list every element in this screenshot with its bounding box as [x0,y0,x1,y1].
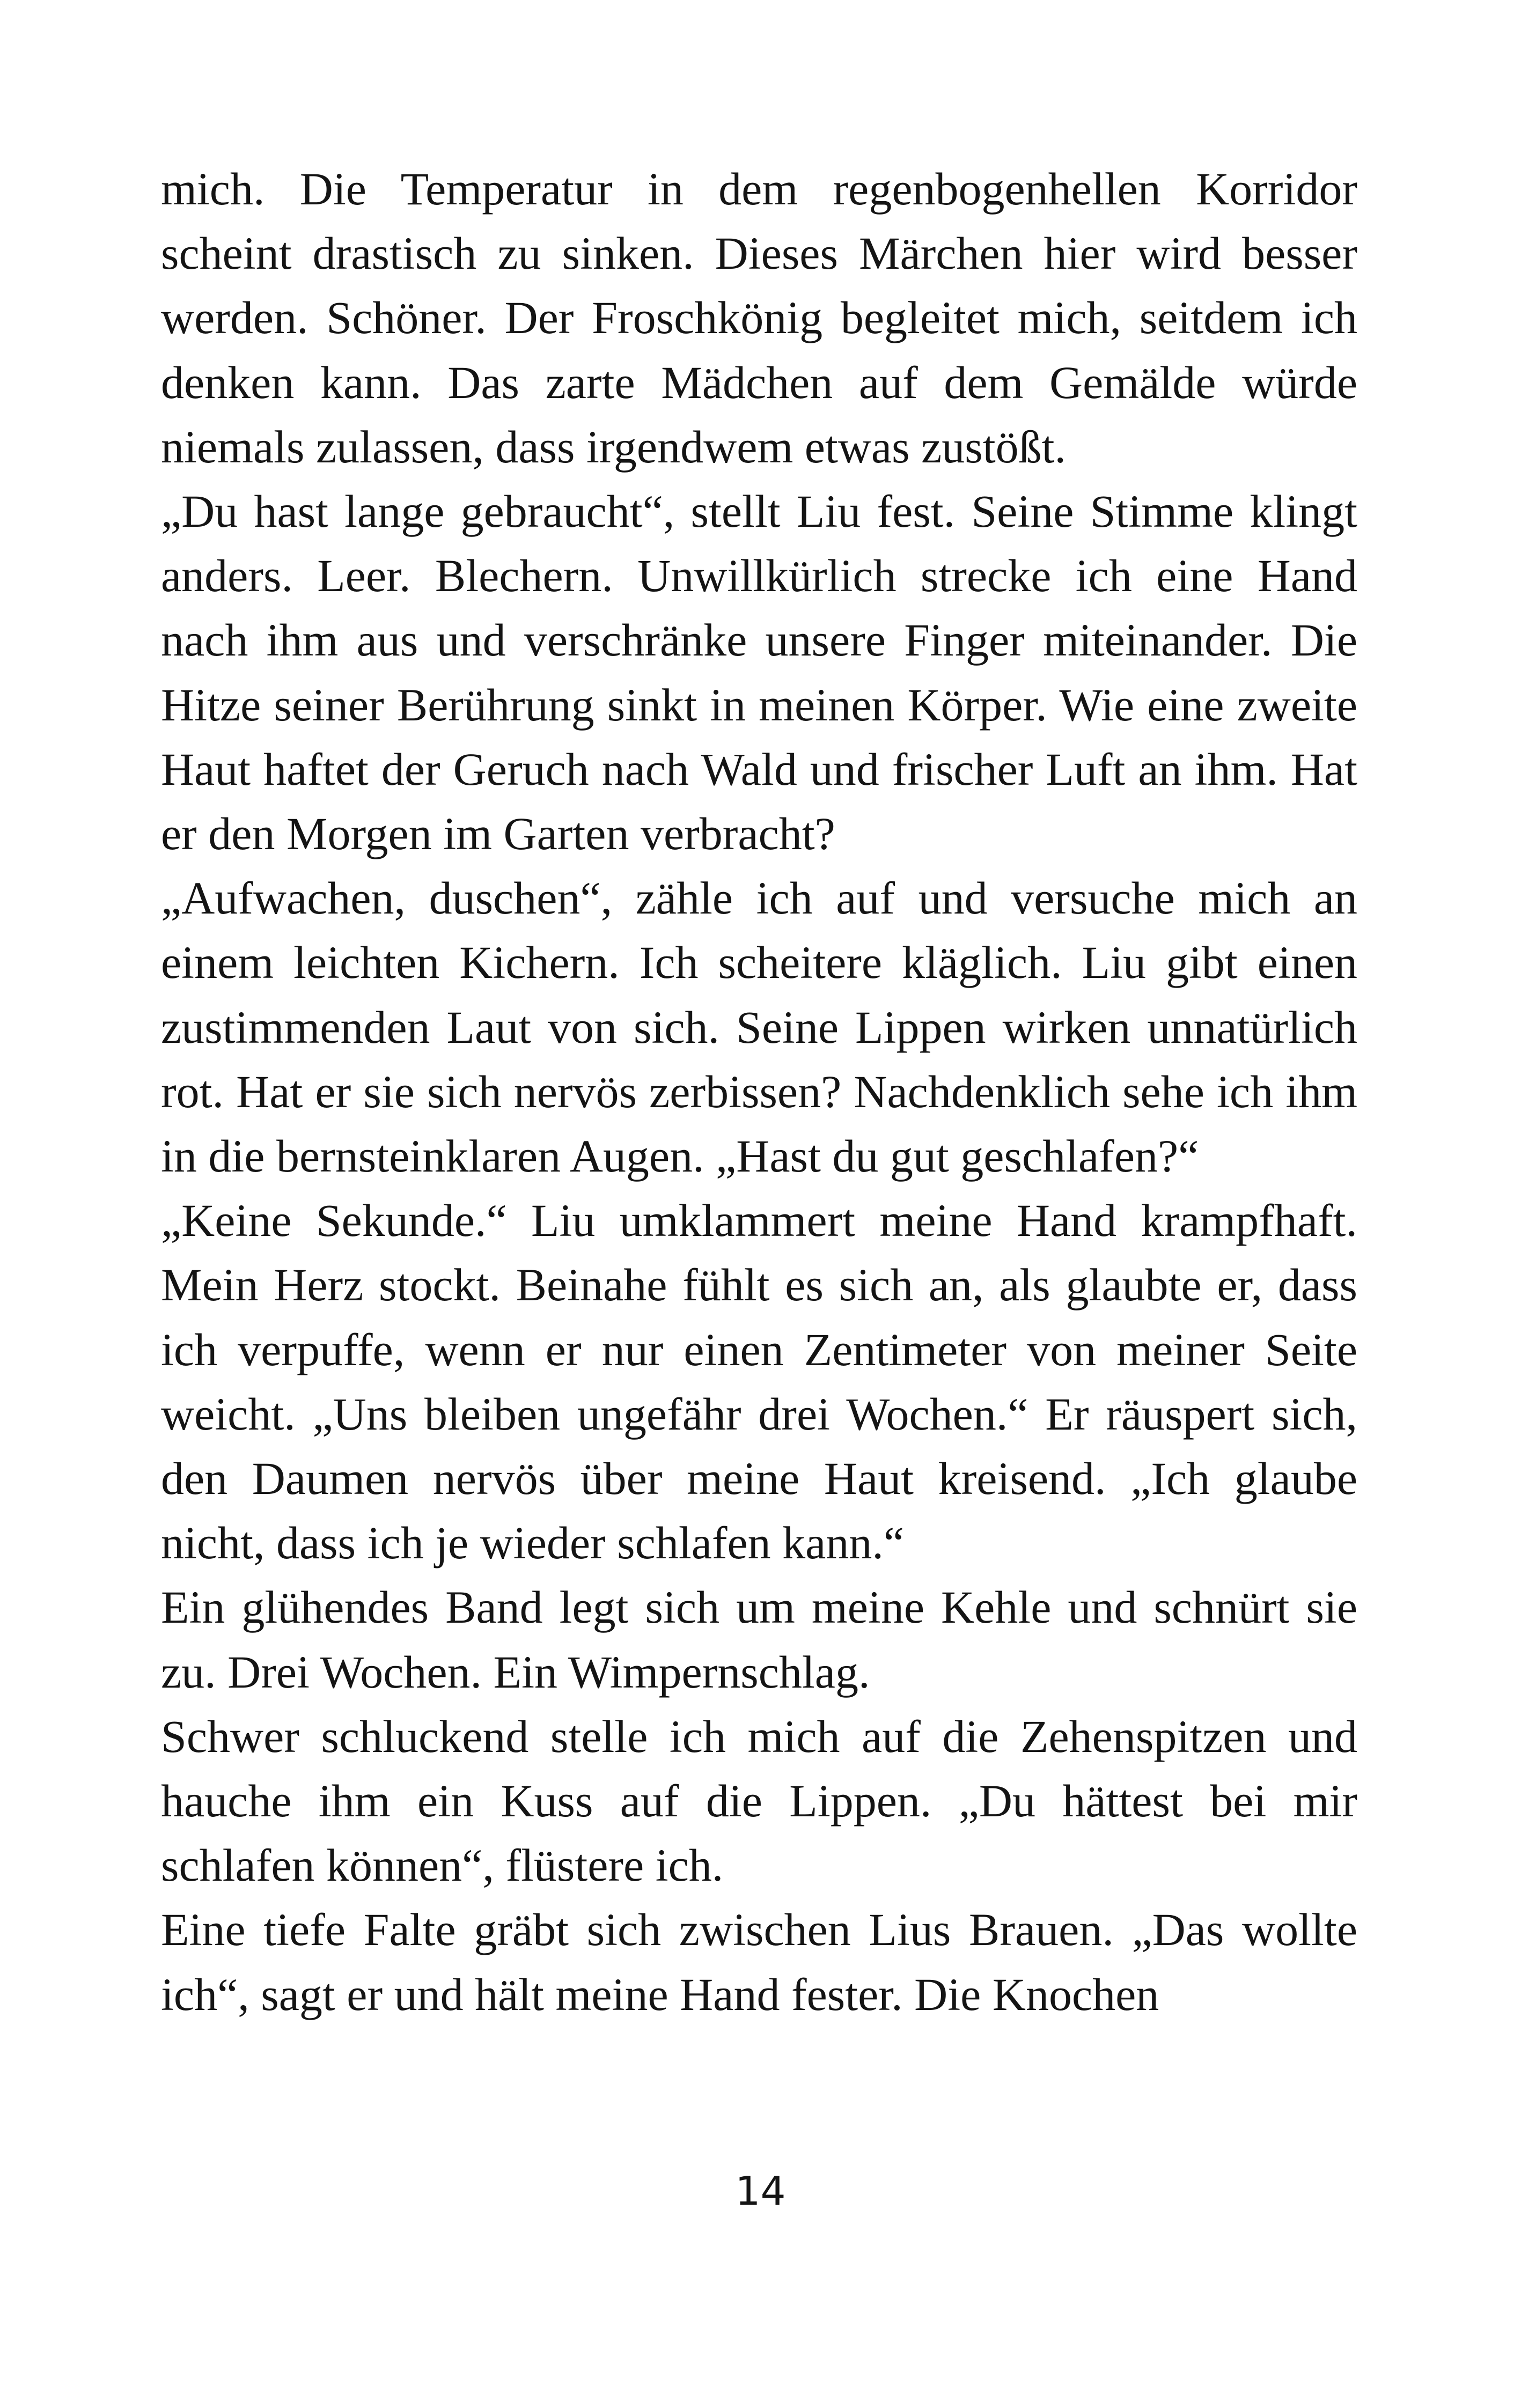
paragraph: mich. Die Temperatur in dem regenbogenhellen Korridor scheint drastisch zu sinken. Dieses Märchen hier wird besser werden. Schöner. Der Froschkönig begleitet mich, seitdem ich denken kann. Das zarte Mädchen auf dem Gemälde würde niemals zulassen, dass irgendwem etwas zustößt. [161,163,1357,473]
paragraph: Ein glühendes Band legt sich um meine Kehle und schnürt sie zu. Drei Wochen. Ein Wimpernschlag. [161,1581,1357,1698]
page-number: 14 [735,2168,786,2214]
paragraph: Eine tiefe Falte gräbt sich zwischen Lius Brauen. „Das wollte ich“, sagt er und hält meine Hand fester. Die Knochen [161,1904,1357,2020]
paragraph: „Aufwachen, duschen“, zähle ich auf und versuche mich an einem leichten Kichern. Ich scheitere kläglich. Liu gibt einen zustimmenden Laut von sich. Seine Lippen wirken unnatürlich rot. Hat er sie sich nervös zerbissen? Nachdenklich sehe ich ihm in die bernsteinklaren Augen. „Hast du gut geschlafen?“ [161,872,1357,1182]
paragraph: Schwer schluckend stelle ich mich auf die Zehenspitzen und hauche ihm ein Kuss auf die Lippen. „Du hättest bei mir schlafen können“, flüstere ich. [161,1710,1357,1891]
paragraph: „Du hast lange gebraucht“, stellt Liu fest. Seine Stimme klingt anders. Leer. Blechern. Unwillkürlich strecke ich eine Hand nach ihm aus und verschränke unsere Finger miteinander. Die Hitze seiner Berührung sinkt in meinen Körper. Wie eine zweite Haut haftet der Geruch nach Wald und frischer Luft an ihm. Hat er den Morgen im Garten verbracht? [161,485,1357,860]
body-text [161,157,1357,2027]
paragraph: „Keine Sekunde.“ Liu umklammert meine Hand krampfhaft. Mein Herz stockt. Beinahe fühlt es sich an, als glaubte er, dass ich verpuffe, wenn er nur einen Zentimeter von meiner Seite weicht. „Uns bleiben ungefähr drei Wochen.“ Er räuspert sich, den Daumen nervös über meine Haut kreisend. „Ich glaube nicht, dass ich je wieder schlafen kann.“ [161,1195,1357,1569]
